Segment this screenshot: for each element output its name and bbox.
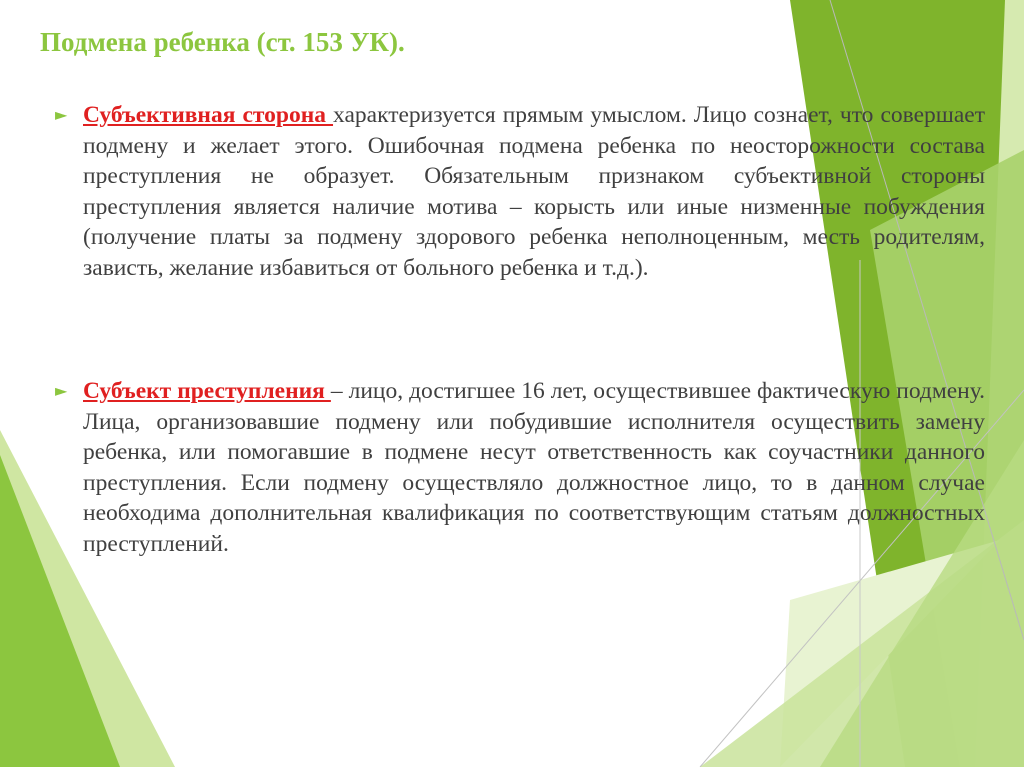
term-crime-subject: Субъект преступления [83,378,331,404]
bullet-body: характеризуется прямым умыслом. Лицо сознает, что совершает подмену и желает этого. Ошибочная подмена ребенка по неосторожности состава преступления не образует. Обязательным признаком субъективной стороны преступления является наличие мотива – корысть или иные низменные побуждения (получение платы за подмену здорового ребенка неполноценным, месть родителям, зависть, желание избавиться от больного ребенка и т.д.). [83,102,986,281]
bullet-body: – лицо, достигшее 16 лет, осуществившее фактическую подмену. Лица, организовавшие подмену или побудившие исполнителя осуществить замену ребенка, или помогавшие в подмене несут ответственность как соучастники данного преступления. Если подмену осуществляло должностное лицо, то в данном случае необходима дополнительная квалификация по соответствующим статьям должностных преступлений. [83,378,985,557]
triangle-right-icon: ► [55,381,68,400]
bullet-text [83,376,985,559]
bullet-subjective-side [55,100,985,283]
bullet-text [83,100,985,283]
bullet-crime-subject [55,376,985,559]
slide-title: Подмена ребенка (ст. 153 УК). [40,27,405,57]
triangle-right-icon: ► [55,105,68,124]
term-subjective-side: Субъективная сторона [83,102,334,128]
